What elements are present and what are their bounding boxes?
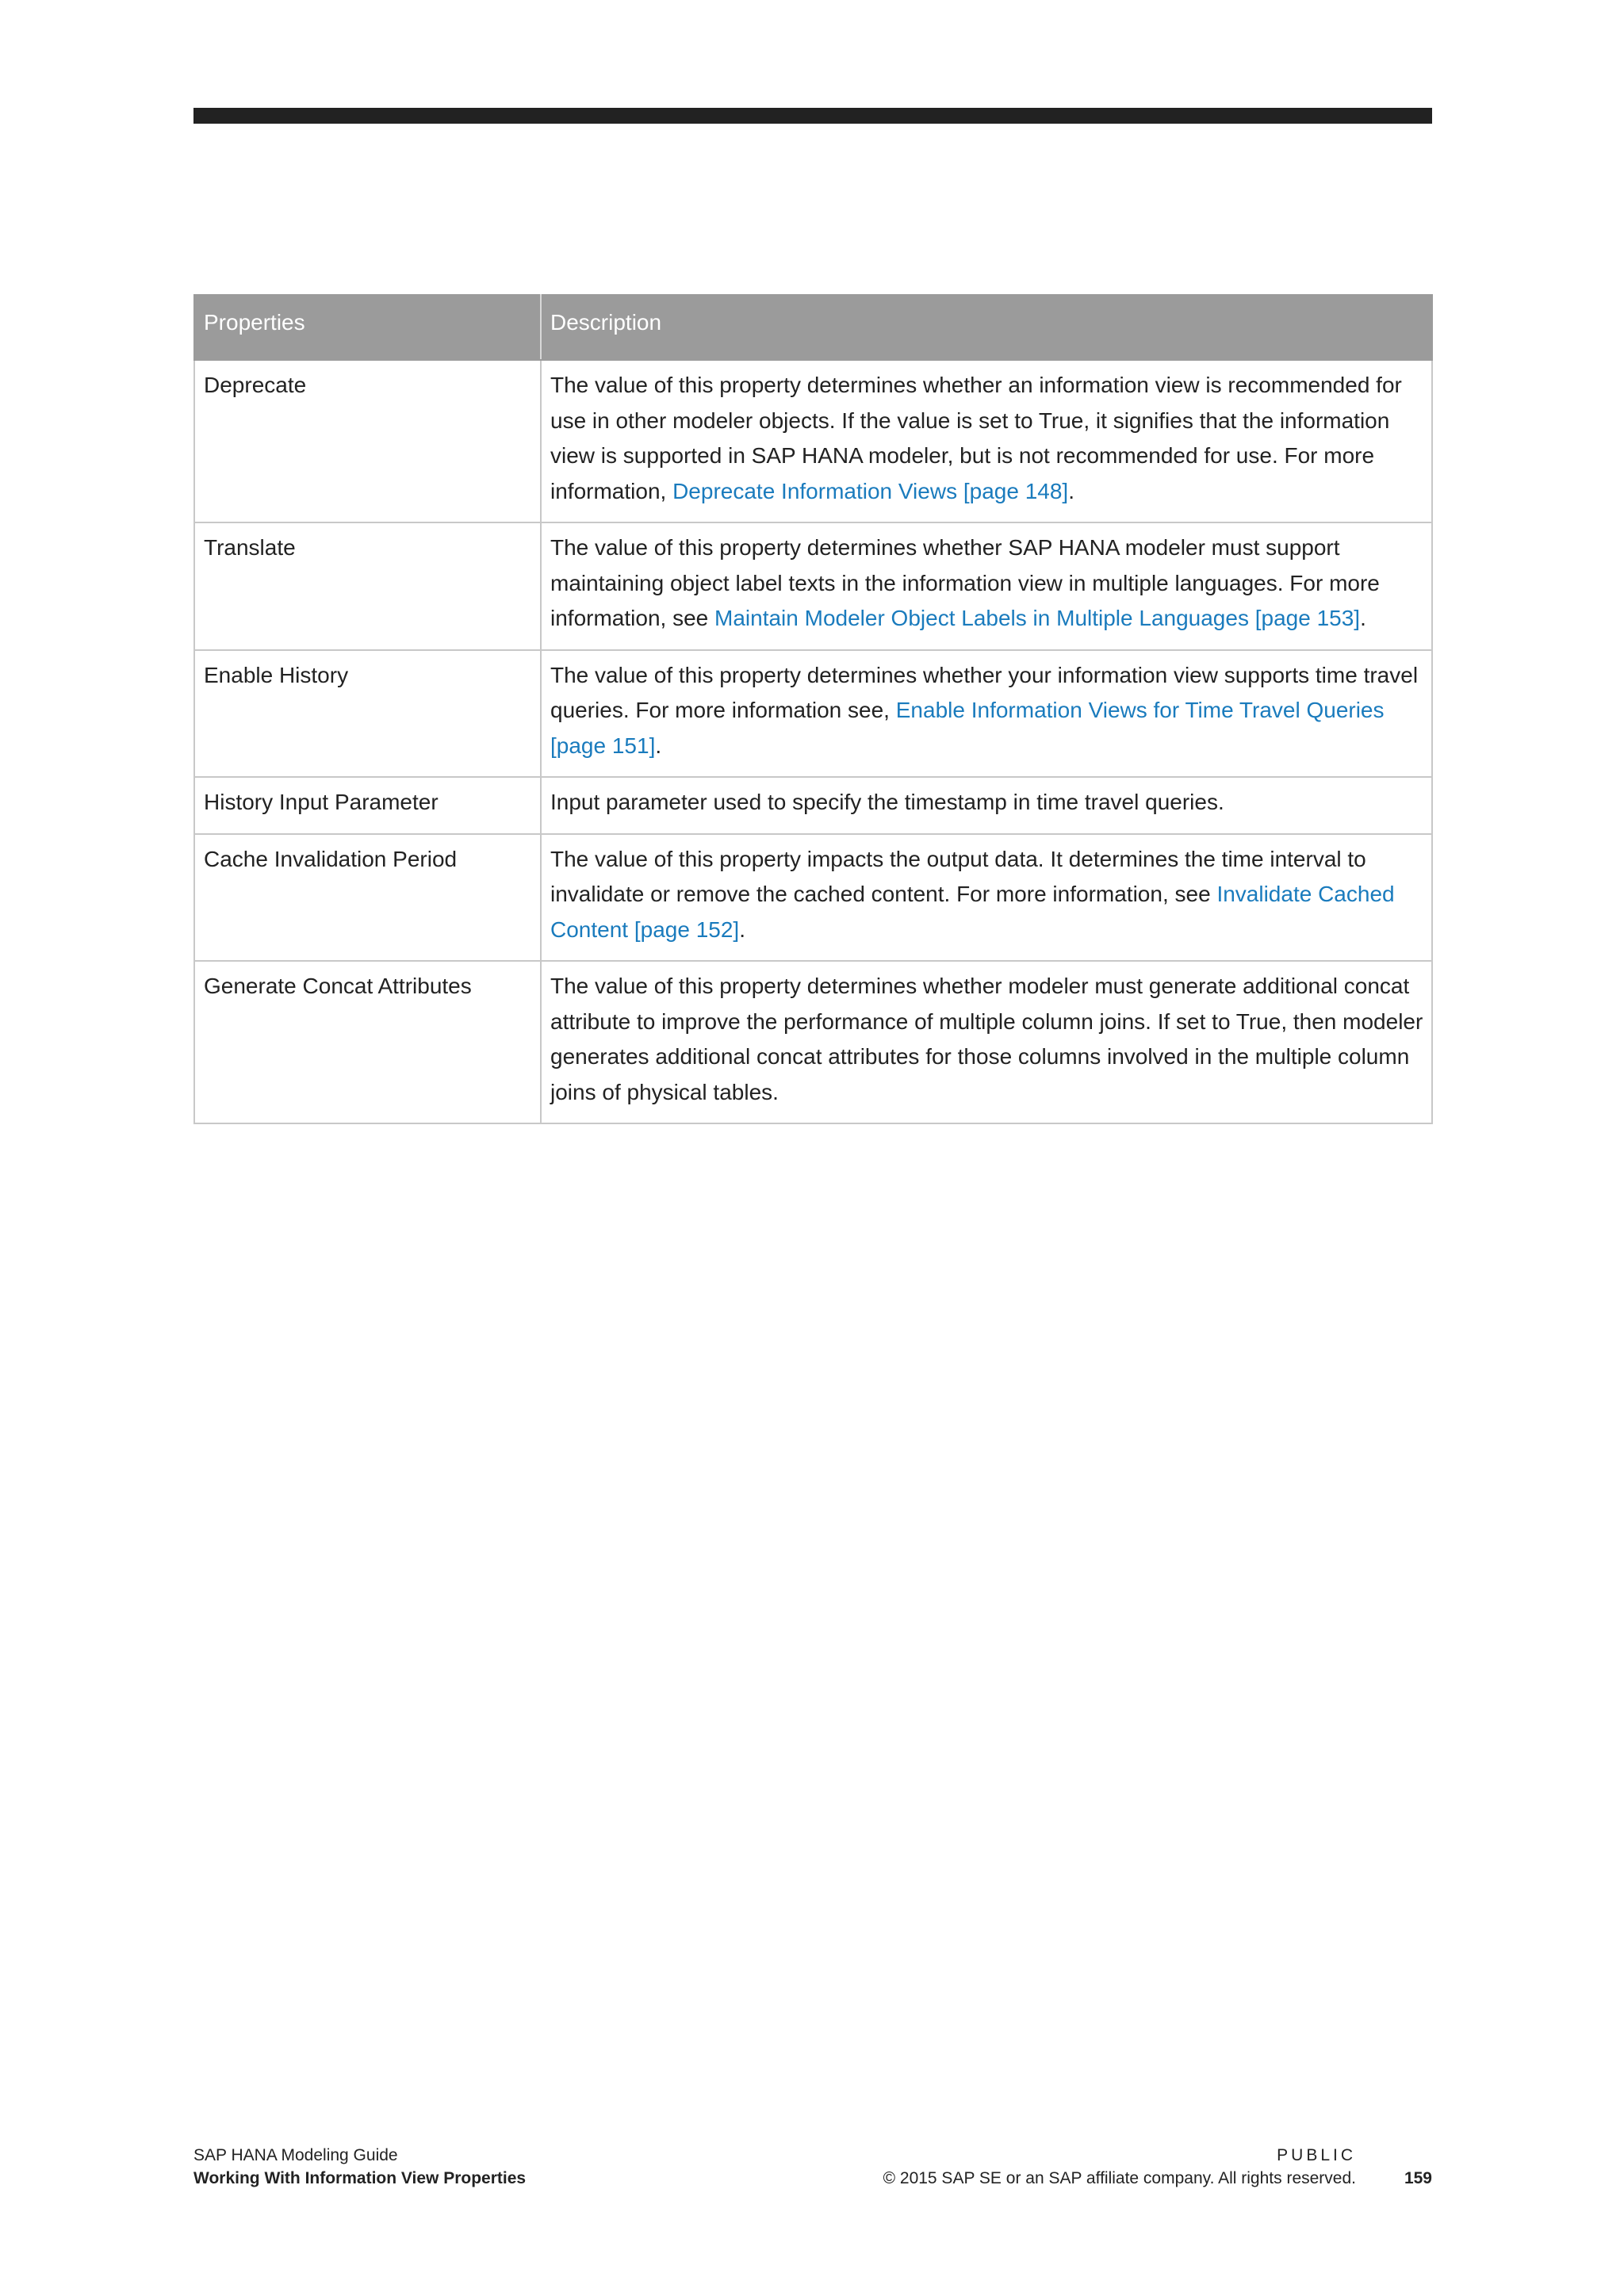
- description-suffix: .: [1068, 478, 1074, 503]
- description-text: The value of this property impacts the output data. It determines the time interval to invalidate or remove the cached content. For more information, see: [550, 846, 1366, 906]
- description-suffix: .: [739, 916, 745, 942]
- table-row: [194, 650, 1432, 778]
- footer-right: [883, 2144, 1356, 2190]
- description-text: The value of this property determines whether SAP HANA modeler must support maintaining object label texts in the information view in multiple languages. For more information, see: [550, 535, 1380, 630]
- section-title: Working With Information View Properties: [193, 2169, 527, 2187]
- property-description: [541, 650, 1432, 778]
- description-text: Input parameter used to specify the timestamp in time travel queries.: [550, 790, 1224, 814]
- description-text: The value of this property determines whether an information view is recommended for use in other modeler objects. If the value is set to True, it signifies that the information view is supported in SAP HANA modeler, but is not recommended for use. For more information,: [550, 373, 1402, 503]
- property-description: [541, 777, 1432, 834]
- link-invalidate-cached-content[interactable]: Invalidate Cached Content [page 152]: [550, 882, 1395, 942]
- page-number: 159: [1404, 2169, 1432, 2187]
- property-name: Deprecate: [194, 360, 541, 522]
- classification-label: PUBLIC: [1277, 2146, 1356, 2164]
- footer-left: [193, 2144, 526, 2190]
- header-properties: Properties: [194, 295, 541, 360]
- property-name: Generate Concat Attributes: [194, 961, 541, 1123]
- link-maintain-modeler-object-labels[interactable]: Maintain Modeler Object Labels in Multiple Languages [page 153]: [714, 606, 1361, 630]
- table-header-row: [194, 295, 1432, 360]
- description-suffix: .: [655, 733, 662, 758]
- description-suffix: .: [1360, 606, 1366, 630]
- table-row: [194, 522, 1432, 650]
- property-name: Translate: [194, 522, 541, 650]
- top-rule: [193, 108, 1432, 124]
- header-description: Description: [541, 295, 1432, 360]
- table-row: [194, 777, 1432, 834]
- guide-title: SAP HANA Modeling Guide: [193, 2146, 398, 2164]
- property-description: [541, 834, 1432, 962]
- property-name: History Input Parameter: [194, 777, 541, 834]
- table-row: [194, 961, 1432, 1123]
- property-description: [541, 961, 1432, 1123]
- copyright-notice: © 2015 SAP SE or an SAP affiliate company. All rights reserved.: [883, 2169, 1356, 2187]
- property-name: Cache Invalidation Period: [194, 834, 541, 962]
- description-text: The value of this property determines whether your information view supports time travel queries. For more information see,: [550, 662, 1419, 722]
- link-deprecate-information-views[interactable]: Deprecate Information Views [page 148]: [672, 478, 1069, 503]
- description-text: The value of this property determines whether modeler must generate additional concat attribute to improve the performance of multiple column joins. If set to True, then modeler generates additional concat attributes for those columns involved in the multiple column joins of physical tables.: [550, 974, 1423, 1104]
- properties-table: [193, 294, 1433, 1124]
- link-enable-time-travel-queries[interactable]: Enable Information Views for Time Travel Queries [page 151]: [550, 698, 1385, 758]
- property-description: [541, 522, 1432, 650]
- property-name: Enable History: [194, 650, 541, 778]
- property-description: [541, 360, 1432, 522]
- table-row: [194, 360, 1432, 522]
- table-row: [194, 834, 1432, 962]
